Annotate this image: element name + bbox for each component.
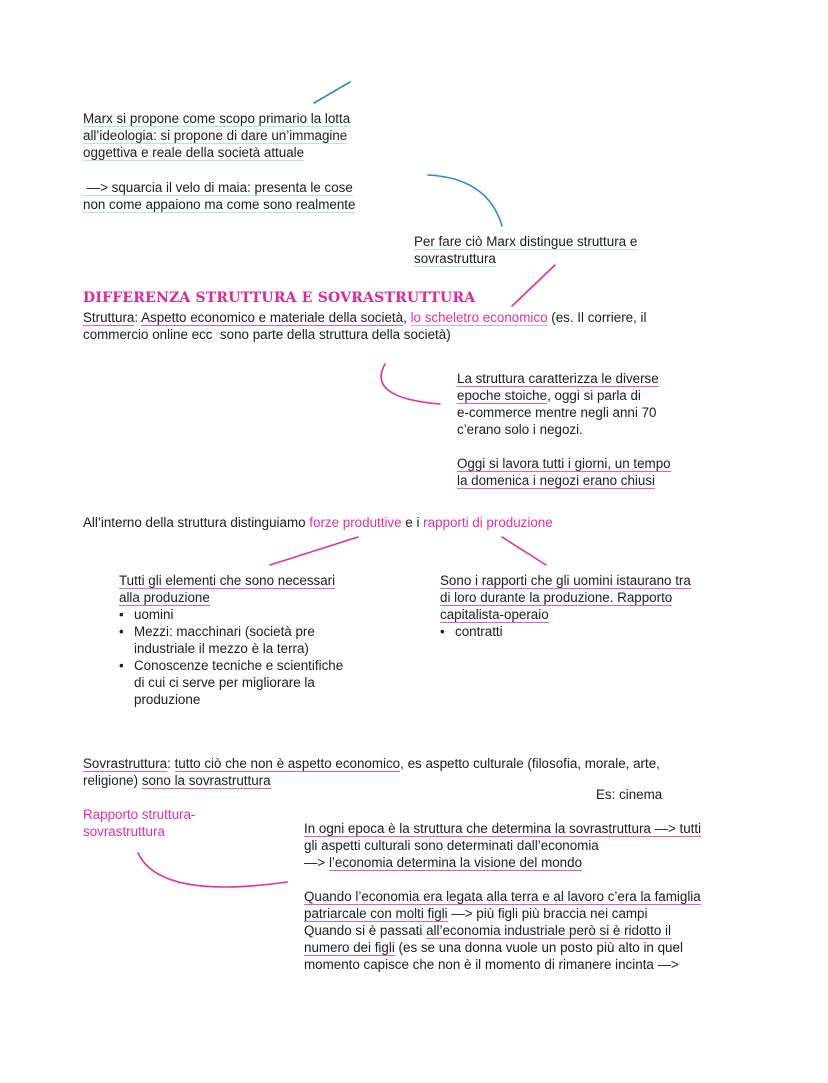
struttura-colon: : <box>134 310 139 325</box>
list-item: • contratti <box>440 623 691 640</box>
sovrastruttura-definition <box>83 755 660 789</box>
rapporto-body: In ogni epoca è la struttura che determina la sovrastruttura —> tutti gli aspetti culturali sono determinati dall’economia —> l’economia determina la visione del mondo Quando l’economia era legata alla terra e al lavoro c’era la famiglia patriarcale con molti figli —> più figli più braccia nei campi Quando si è passati all’economia industriale però si è ridotto il numero dei figli (es se una donna vuole un posto più alto in quel momento capisce che non è il momento di rimanere incinta —> <box>304 821 702 972</box>
sovra-definition-text: tutto ciò che non è aspetto economico <box>174 756 401 771</box>
note-line: La struttura caratterizza le diverse <box>457 371 659 386</box>
rapporto-line: Quando l’economia era legata alla terra e al lavoro c’era la famiglia <box>304 889 701 904</box>
note-line: la domenica i negozi erano chiusi <box>457 473 656 488</box>
struttura-definition-text: Aspetto economico e materiale della società <box>141 310 404 325</box>
intro-paragraph <box>83 110 350 161</box>
note-line-rest: , oggi si parla di <box>547 388 641 403</box>
veil-line: —> squarcia il velo di maia: presenta le cose <box>83 180 353 195</box>
inside-prefix: All’interno della struttura distinguiamo <box>83 515 310 530</box>
veil-line: non come appaiono ma come sono realmente <box>83 197 356 212</box>
note-line: Oggi si lavora tutti i giorni, un tempo <box>457 456 671 471</box>
inside-middle: e i <box>401 515 424 530</box>
sovra-colon: : <box>167 756 171 771</box>
inside-structure-line <box>83 514 553 531</box>
sovra-line2-a: religione) <box>83 773 142 788</box>
rapporti-line: Sono i rapporti che gli uomini istaurano tra <box>440 573 691 588</box>
forze-line: Tutti gli elementi che sono necessari <box>119 573 336 588</box>
sovra-label: Sovrastruttura <box>83 756 168 771</box>
pink-stroke-rapporti <box>502 537 546 565</box>
intro-line: all’ideologia: si propone di dare un’immagine <box>83 128 348 143</box>
struttura-example: (es. Il corriere, il <box>547 310 647 325</box>
blue-arc-stroke <box>428 175 502 226</box>
pink-arc-rapporto <box>138 853 287 887</box>
struttura-line2: commercio online ecc sono parte della struttura della società) <box>83 327 451 342</box>
forze-column <box>119 572 343 708</box>
struttura-comma: , <box>403 310 407 325</box>
intro-line: oggettiva e reale della società attuale <box>83 145 305 160</box>
intro-line: Marx si propone come scopo primario la lotta <box>83 111 351 126</box>
note-line: epoche stoiche <box>457 388 548 403</box>
note-line: e-commerce mentre negli anni 70 <box>457 405 657 420</box>
distinction-note <box>414 233 637 267</box>
struttura-label: Struttura <box>83 310 135 325</box>
sovra-rest: , es aspetto culturale (filosofia, morale, arte, <box>400 756 660 771</box>
veil-paragraph <box>83 179 355 213</box>
rapporto-heading: Rapporto struttura- sovrastruttura <box>83 807 196 839</box>
forze-list <box>119 606 343 708</box>
rapporti-produzione-term: rapporti di produzione <box>423 515 553 530</box>
rapporto-line: momento capisce che non è il momento di rimanere incinta —> <box>304 957 679 972</box>
rapporto-line: numero dei figli <box>304 940 395 955</box>
forze-produttive-term: forze produttive <box>309 515 402 530</box>
rapporti-column <box>440 572 691 640</box>
rapporto-line: all’economia industriale però si è ridotto il <box>426 923 671 938</box>
struttura-note <box>457 370 671 489</box>
rapporti-line: di loro durante la produzione. Rapporto <box>440 590 673 605</box>
section-heading: DIFFERENZA STRUTTURA E SOVRASTRUTTURA <box>83 290 476 306</box>
rapporto-line: l’economia determina la visione del mondo <box>328 855 583 870</box>
list-item: • Mezzi: macchinari (società pre industriale il mezzo è la terra) <box>119 623 343 657</box>
distinction-line: Per fare ciò Marx distingue struttura e <box>414 234 638 249</box>
distinction-line: sovrastruttura <box>414 251 496 266</box>
rapporti-line: capitalista-operaio <box>440 607 549 622</box>
struttura-highlight: lo scheletro economico <box>410 310 548 325</box>
rapporto-line: patriarcale con molti figli <box>304 906 448 921</box>
pink-stroke-forze <box>270 537 358 565</box>
rapporto-line: In ogni epoca è la struttura che determina la sovrastruttura —> tutti <box>304 821 702 836</box>
list-item: • Conoscenze tecniche e scientifiche di cui ci serve per migliorare la produzione <box>119 657 343 708</box>
rapporto-line: gli aspetti culturali sono determinati dall’economia <box>304 838 599 853</box>
struttura-definition <box>83 309 647 343</box>
note-line: c’erano solo i negozi. <box>457 422 583 437</box>
rapporti-list <box>440 623 691 640</box>
list-item: • uomini <box>119 606 343 623</box>
pink-arc-struttura <box>381 364 440 404</box>
sovra-example: Es: cinema <box>596 787 663 802</box>
blue-stroke-top <box>314 82 350 103</box>
pink-stroke-heading <box>512 265 555 306</box>
forze-line: alla produzione <box>119 590 210 605</box>
sovra-line2-b: sono la sovrastruttura <box>141 773 271 788</box>
